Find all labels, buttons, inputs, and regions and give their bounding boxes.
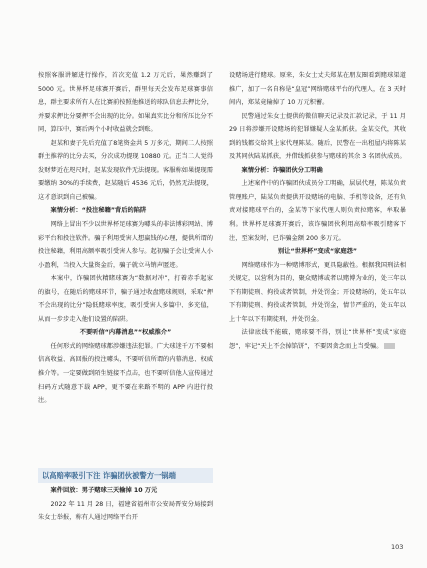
end-mark-icon [384,343,395,349]
paragraph: 任何形式的网络赌球都涉嫌违法犯罪。广大球迷千万不要相信高收益、高回报的投注噱头，不要听信所谓的内幕消息、权威推介等。一定要做到陌生链接不点击，也不要听信他人宣传通过扫码方式随意下载 APP，更不要在来路不明的 APP 内进行投注。 [38,342,213,405]
paragraph: 按照客服讲解进行操作，首次充值 1.2 万元后，果然赚到了 5000 元。世界杯足球赛开赛后，群里每天会发布足球赛事信息，群主要求所有人在比赛前按照他推送的球队信息去押比分，并要求押比分要押不会出现的比分。如果真实比分和所压比分不同，算压中，赛后两个小时收益就会到账。 [38,72,213,134]
paragraph: 2022 年 11 月 28 日，福建省福州市公安局晋安分局接到朱女士举报，称有人通过网络平台开 [38,500,213,522]
paragraph: 网络上冒出不少以世界杯足球赛为噱头的非法博彩网站、博彩平台和投注软件。骗子利用受害人想赢钱的心理，提供所谓的投注秘籍，利用高额率吸引受害人参与。起初骗子会让受害人小小盈利，当投入大量资金后，骗子就立马销声匿迹。 [38,221,213,269]
paragraph: 民警通过朱女士提供的微信聊天记录及汇款记录，于 11 月 29 日将涉嫌开设赌场的犯罪嫌疑人金某抓获。金某交代，其收到的钱都交给其上家代理陈某。随后，民警在一出租屋内将陈某及其同伙陆某抓获，并借线抓获参与赌球的其余 3 名团伙成员。 [229,112,406,161]
right-column [229,69,406,353]
paragraph-text: 法律底线不能破，赌球要不得，别让“世界杯”变成“家庭怨”，牢记“天上不会掉馅饼”，不要因贪念而上当受骗。 [229,329,406,350]
subheading: 案件回放：男子赌球三天输掉 10 万元 [50,487,158,494]
paragraph: 设赌场进行赌球。原来，朱女士丈夫郑某在朋友圈看到赌球渠道推广，加了一名自称是“皇冠”网络赌球平台的代理人，在 3 天时间内，郑某竟输掉了 10 万元积蓄。 [229,72,406,107]
paragraph: 网络赌球作为一种赌博形式，更具隐蔽性。根据我国刑法相关规定，以营利为目的，聚众赌博或者以赌博为业的，处三年以下有期徒刑、拘役或者管制，并处罚金；开设赌场的，处五年以下有期徒刑、拘役或者管制，并处罚金，情节严重的，处五年以上十年以下有期徒刑，并处罚金。 [229,261,406,323]
left-column [38,69,213,408]
subheading: 别让“世界杯”变成“家庭怨” [278,248,357,256]
paragraph: 本案中，诈骗团伙精睹球赛为“数据对冲”，打着赤手起家的旗号，在随后的赌球环节，骗子通过收盘赌球规则，采取“押不会出现的比分”隐低赌球率度，吸引受害人多篇中、多充值，从而一步步走入他们设置的陷阱。 [38,275,213,323]
subheading: 案情分析：“投注秘籍”背后的陷阱 [50,207,147,215]
bottom-block [38,484,213,525]
paragraph: 上述案件中的诈骗团伙成员分工明确，层层代理，陈某负责管理账户，陆某负责提供开设赌场的电脑、手机等设备，还有负责对接赌球平台的，金某等下家代理人则负责拉赌客，牟取暴利。世界杯足球赛开赛后，该诈骗团伙利用高赔率吸引赌客下注，至案发时，已诈骗金额 200 多万元。 [229,180,406,242]
paragraph [229,326,406,353]
section-heading: 以高赔率吸引下注 诈骗团伙被警方一锅端 [38,468,213,483]
paragraph: 赵某和妻子先后充值了8笔资金共 5 万多元，期间二人按照群主推荐的比分去买，分次成功提现 10880 元。正当二人觉得发财梦近在咫尺时，赵某发现软件无法提现。客服称如果提现需要缴纳 30%的手续费，赵某随后 4536 元后，仍然无法提现，这才意识到自己被骗。 [38,139,213,201]
subheading: 案情分析：诈骗团伙分工明确 [241,166,323,174]
subheading: 不要听信“内幕消息”“权威推介” [79,329,172,337]
page-number: 103 [391,543,404,551]
